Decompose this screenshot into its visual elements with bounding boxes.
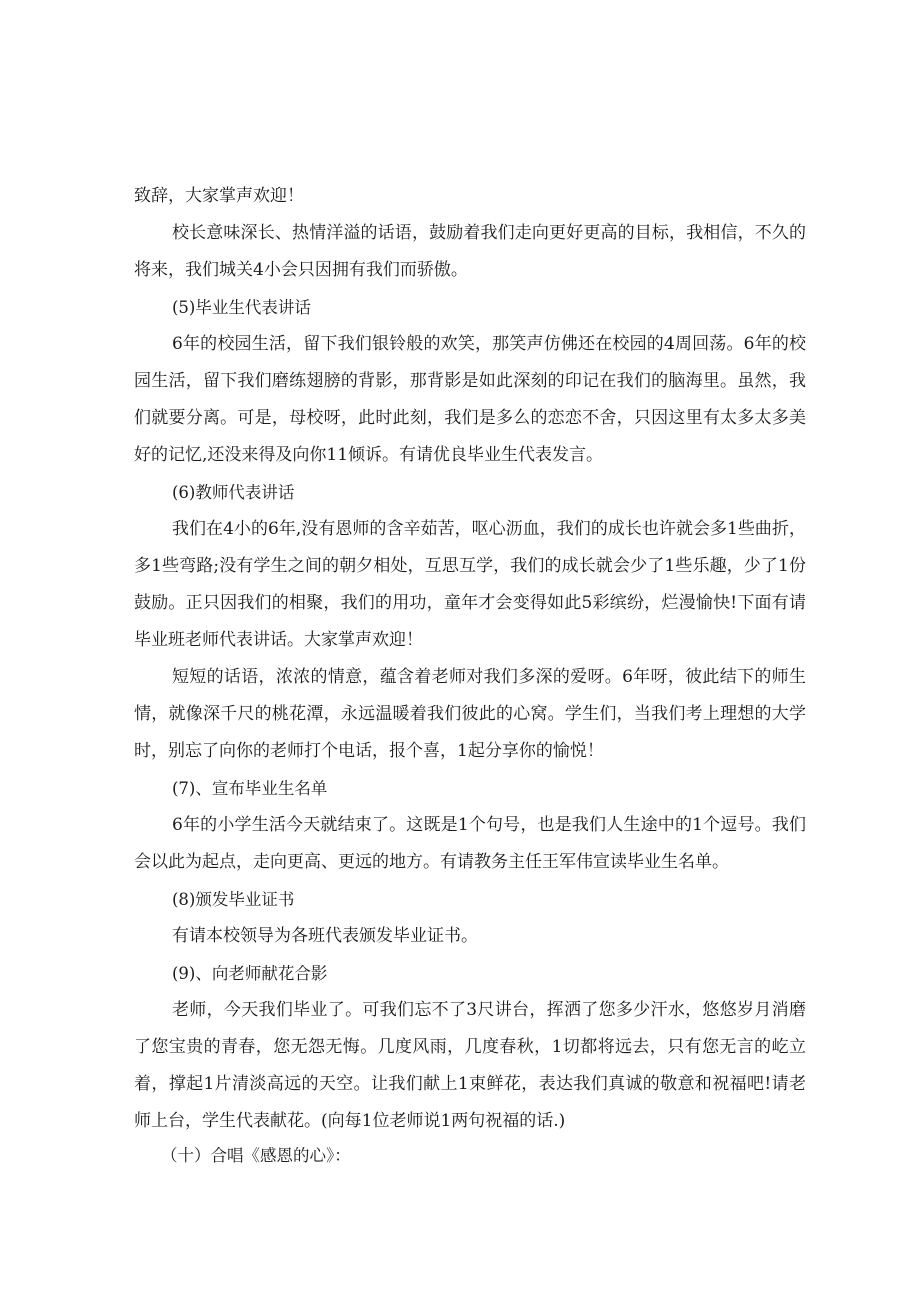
paragraph-graduate-list: 6年的小学生活今天就结束了。这既是1个句号，也是我们人生途中的1个逗号。我们会以此为起点，走向更高、更远的地方。有请教务主任王军伟宣读毕业生名单。 — [134, 815, 806, 872]
heading-teacher-speech: (6)教师代表讲话 — [172, 483, 295, 502]
paragraph-principal-words: 校长意味深长、热情洋溢的话语，鼓励着我们走向更好更高的目标，我相信，不久的将来，我们城关4小会只因拥有我们而骄傲。 — [134, 223, 806, 280]
document-page — [134, 178, 806, 1172]
heading-graduate-list: (7)、宣布毕业生名单 — [172, 779, 328, 798]
paragraph-certificates: 有请本校领导为各班代表颁发毕业证书。 — [172, 926, 478, 946]
heading-graduate-speech: (5)毕业生代表讲话 — [172, 298, 311, 317]
heading-certificates: (8)颁发毕业证书 — [172, 890, 295, 909]
paragraph-teacher-love: 短短的话语，浓浓的情意，蕴含着老师对我们多深的爱呀。6年呀，彼此结下的师生情，就像深千尺的桃花潭，永远温暖着我们彼此的心窝。学生们，当我们考上理想的大学时，别忘了向你的老师打个电话，报个喜，1起分享你的愉悦！ — [134, 667, 806, 761]
heading-flowers-photo: (9)、向老师献花合影 — [172, 964, 328, 983]
paragraph-closing-welcome: 致辞，大家掌声欢迎！ — [134, 186, 304, 206]
paragraph-flowers-photo: 老师，今天我们毕业了。可我们忘不了3尺讲台，挥洒了您多少汗水，悠悠岁月消磨了您宝贵的青春，您无怨无悔。几度风雨，几度春秋，1切都将远去，只有您无言的屹立着，撑起1片清淡高远的天空。让我们献上1束鲜花，表达我们真诚的敬意和祝福吧!请老师上台，学生代表献花。(向每1位老师说1两句祝福的话.) — [134, 1000, 806, 1131]
paragraph-campus-life: 6年的校园生活，留下我们银铃般的欢笑，那笑声仿佛还在校园的4周回荡。6年的校园生活，留下我们磨练翅膀的背影，那背影是如此深刻的印记在我们的脑海里。虽然，我们就要分离。可是，母校呀，此时此刻，我们是多么的恋恋不舍，只因这里有太多太多美好的记忆,还没来得及向你11倾诉。有请优良毕业生代表发言。 — [134, 334, 806, 465]
heading-chorus: （十）合唱《感恩的心》： — [161, 1146, 351, 1165]
paragraph-teacher-gratitude: 我们在4小的6年,没有恩师的含辛茹苦，呕心沥血，我们的成长也许就会多1些曲折，多1些弯路;没有学生之间的朝夕相处，互思互学，我们的成长就会少了1些乐趣，少了1份鼓励。正只因我们的相聚，我们的用功，童年才会变得如此5彩缤纷，烂漫愉快!下面有请毕业班老师代表讲话。大家掌声欢迎！ — [134, 519, 806, 650]
